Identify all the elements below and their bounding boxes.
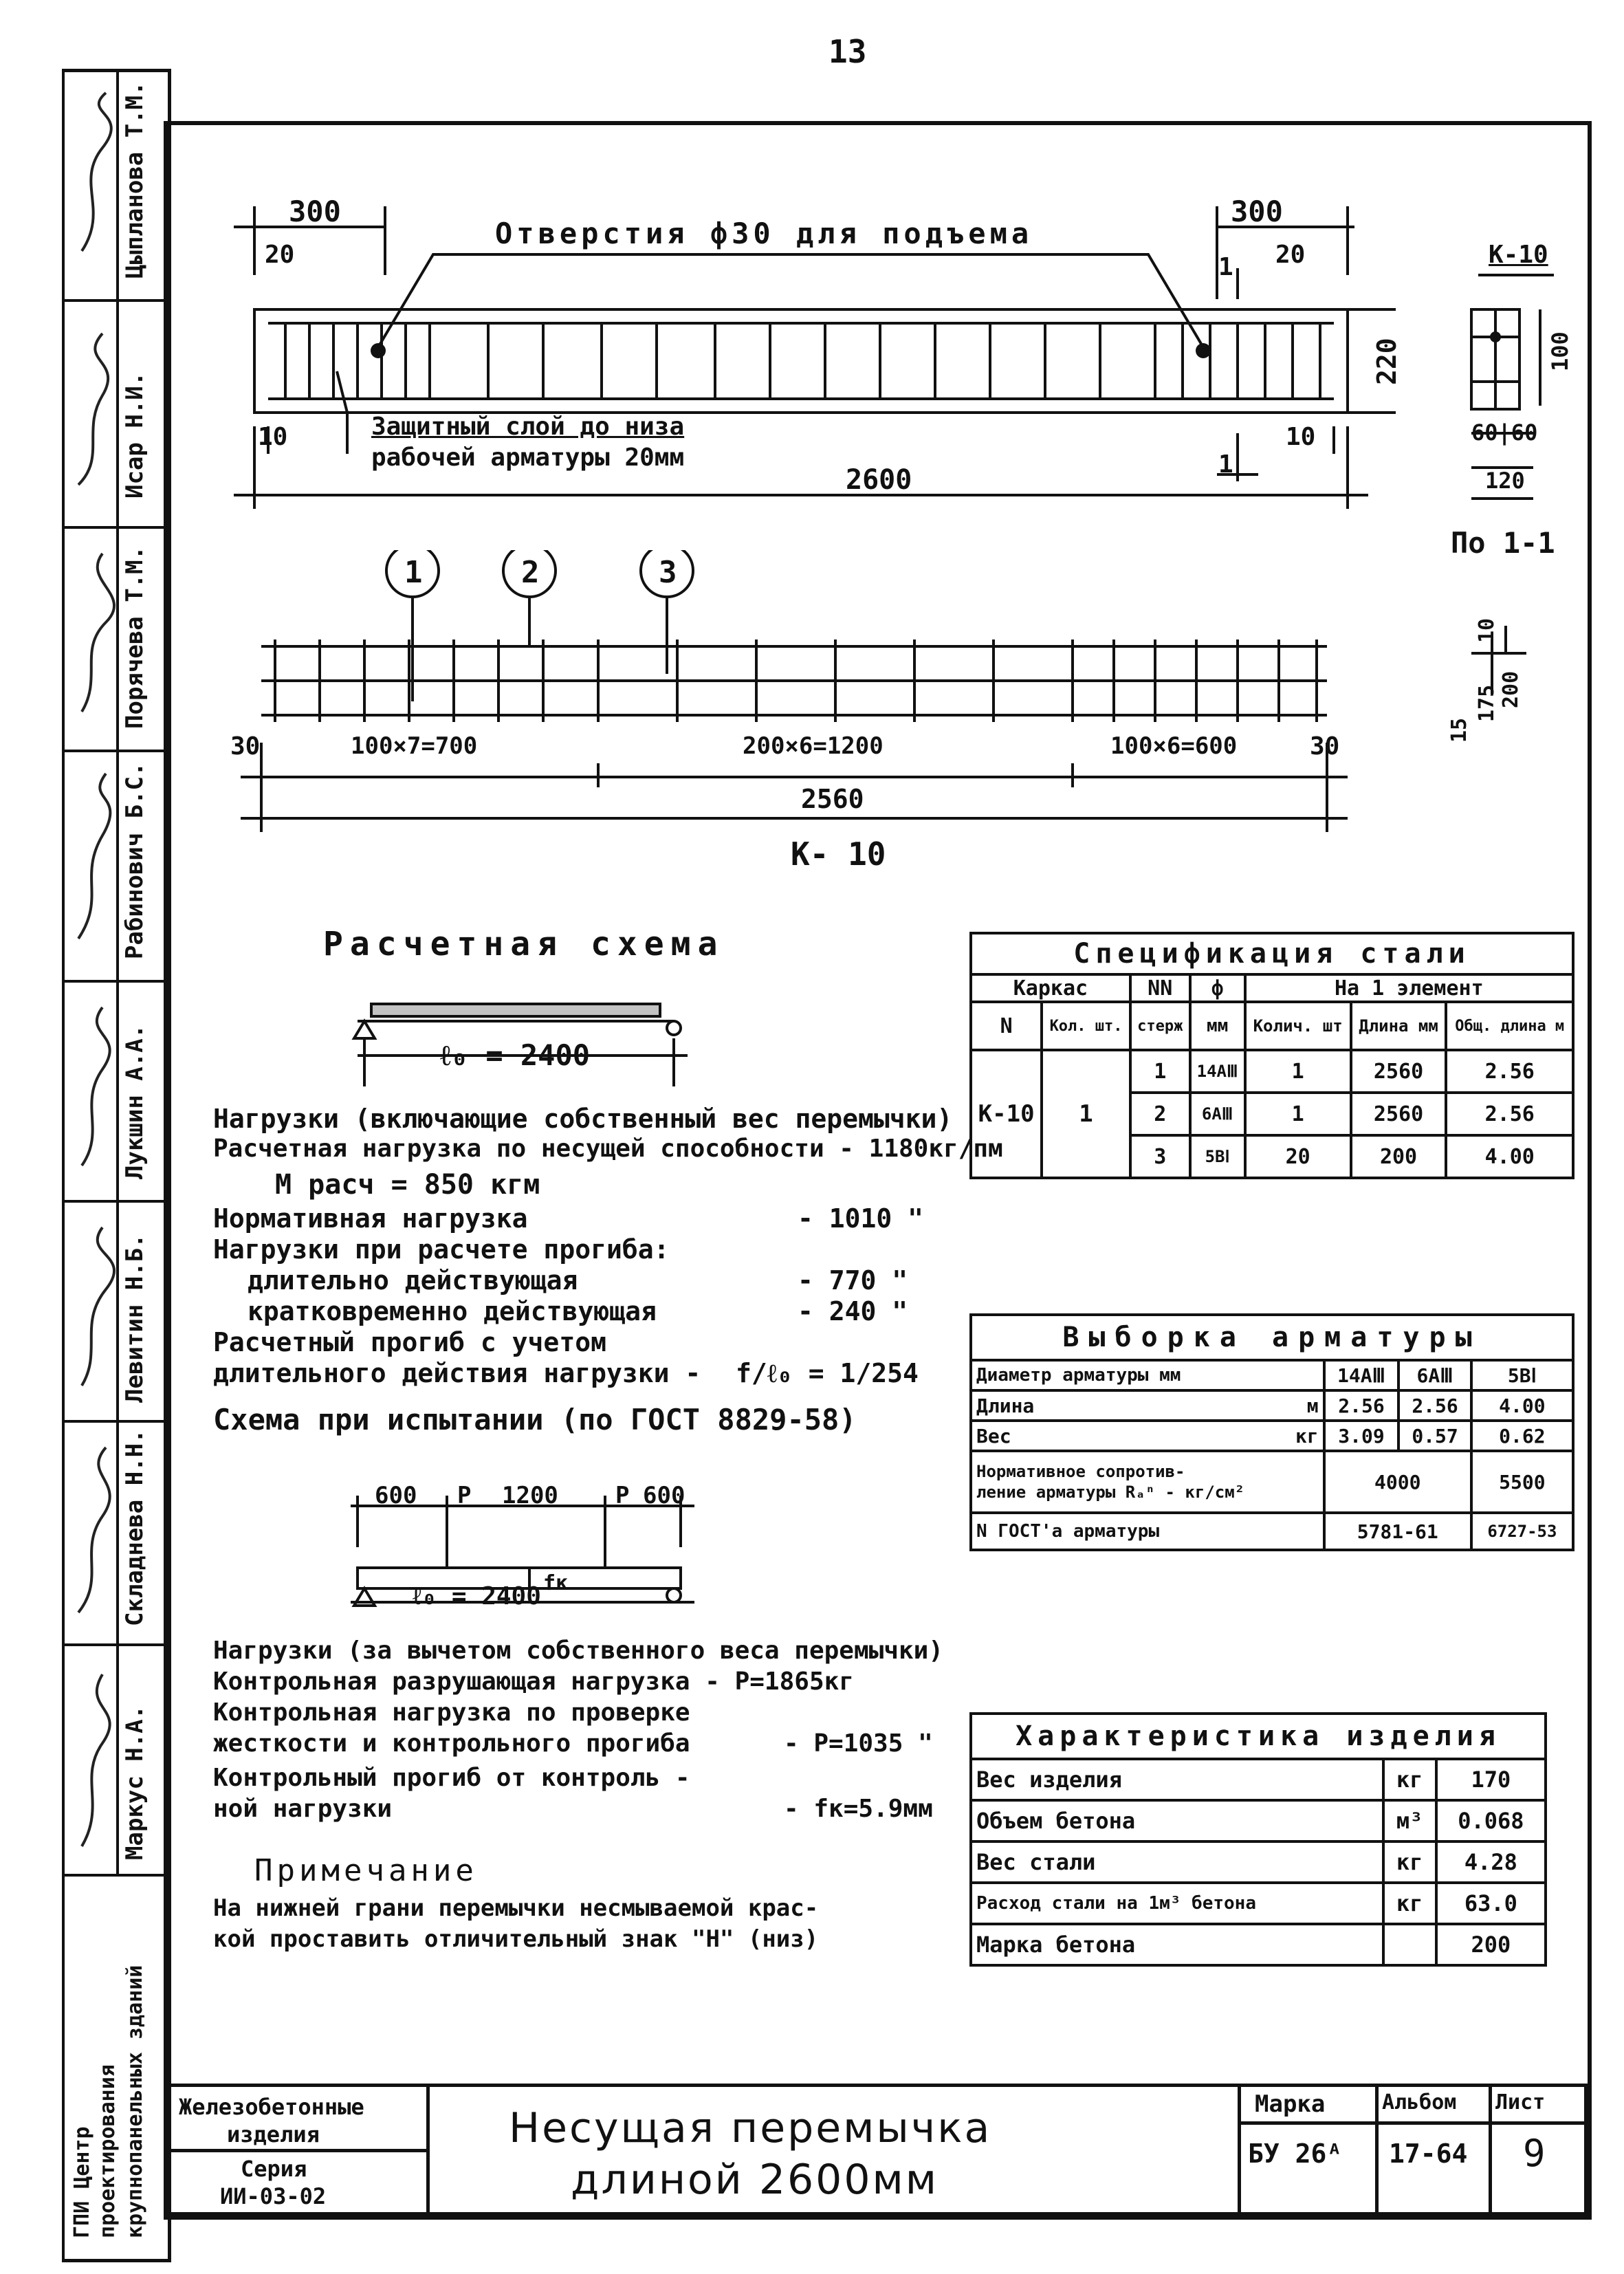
title-block-divider bbox=[164, 2149, 426, 2152]
spec-karkas: К-10 bbox=[971, 1050, 1042, 1178]
dim-text: 100×6=600 bbox=[1110, 732, 1238, 760]
spec-header: Кол. шт. bbox=[1042, 1002, 1130, 1050]
stamp-name: Цыпланова Т.М. bbox=[121, 81, 149, 278]
drawing-title: длиной 2600мм bbox=[571, 2156, 939, 2204]
cage-drawing bbox=[234, 550, 1361, 853]
title-block-divider bbox=[1375, 2084, 1379, 2216]
dim-text: 10 bbox=[258, 423, 288, 451]
rebar-cell: N ГОСТ'а арматуры bbox=[971, 1513, 1324, 1550]
calc-span: ℓ₀ = 2400 bbox=[440, 1038, 591, 1072]
spec-cell: 14АⅢ bbox=[1190, 1050, 1245, 1093]
title-block-divider bbox=[1238, 2121, 1588, 2125]
section-title: К-10 bbox=[1489, 241, 1548, 269]
callout-2: 2 bbox=[521, 555, 540, 590]
loads-line: длительного действия нагрузки - bbox=[213, 1358, 701, 1388]
loads-value: - 1010 " bbox=[798, 1203, 924, 1234]
test-loads-value: - fк=5.9мм bbox=[784, 1795, 933, 1823]
rebar-cell: 3.09 bbox=[1324, 1421, 1399, 1451]
loads-line: М расч = 850 кгм bbox=[275, 1169, 540, 1201]
rebar-cell: 5500 bbox=[1471, 1451, 1573, 1513]
spec-cell: 2 bbox=[1130, 1093, 1190, 1135]
signature-stamp bbox=[62, 69, 171, 2262]
stamp-org-line: проектирования bbox=[96, 2064, 120, 2238]
test-loads-value: - P=1035 " bbox=[784, 1729, 933, 1758]
rebar-title: Выборка арматуры bbox=[971, 1315, 1573, 1360]
holes-label: Отверстия ф30 для подъема bbox=[495, 217, 1033, 250]
loads-line: Нагрузки при расчете прогиба: bbox=[213, 1234, 670, 1265]
dim-text: 2560 bbox=[801, 784, 864, 814]
rebar-cell: 4000 bbox=[1324, 1451, 1471, 1513]
test-dim: 600 bbox=[375, 1482, 417, 1509]
rebar-cell: 14АⅢ bbox=[1324, 1360, 1399, 1390]
page-number: 13 bbox=[829, 33, 867, 70]
rebar-cell bbox=[971, 1451, 1324, 1513]
stamp-org-line: крупнопанельных зданий bbox=[123, 1965, 147, 2238]
cover-label: рабочей арматуры 20мм bbox=[371, 444, 685, 472]
stamp-name: Левитин Н.Б. bbox=[121, 1234, 149, 1403]
marka-header: Марка bbox=[1255, 2090, 1326, 2118]
stamp-name: Порячева Т.М. bbox=[121, 545, 149, 729]
callout-3: 3 bbox=[659, 555, 677, 590]
spec-cell: 20 bbox=[1245, 1135, 1351, 1178]
char-name: Марка бетона bbox=[971, 1924, 1383, 1965]
stamp-name: Складнева Н.Н. bbox=[121, 1429, 149, 1626]
test-span: ℓ₀ = 2400 bbox=[413, 1582, 541, 1610]
dim-text: 300 bbox=[1231, 195, 1283, 228]
loads-line: Нагрузки (включающие собственный вес перемычки) bbox=[213, 1104, 953, 1134]
cover-label: Защитный слой до низа bbox=[371, 413, 685, 441]
char-value: 0.068 bbox=[1436, 1800, 1546, 1841]
stamp-org-line: ГПИ Центр bbox=[70, 2126, 94, 2238]
dim-text: 15 bbox=[1447, 717, 1471, 743]
char-title: Характеристика изделия bbox=[971, 1714, 1546, 1759]
spec-header: Колич. шт bbox=[1245, 1002, 1351, 1050]
rebar-cell: 0.57 bbox=[1398, 1421, 1471, 1451]
album-value: 17-64 bbox=[1389, 2139, 1468, 2169]
series-line: Железобетонные bbox=[179, 2094, 364, 2120]
rebar-cell: Диаметр арматуры мм bbox=[971, 1360, 1324, 1390]
rebar-cell: кг bbox=[1209, 1421, 1324, 1451]
spec-header: ф bbox=[1190, 974, 1245, 1002]
dim-text: 60|60 bbox=[1471, 419, 1538, 446]
spec-cell: 2560 bbox=[1351, 1093, 1447, 1135]
spec-cell: 1 bbox=[1245, 1050, 1351, 1093]
beam-height: 220 bbox=[1372, 338, 1402, 385]
dim-text: 100 bbox=[1547, 331, 1573, 371]
spec-header: На 1 элемент bbox=[1245, 974, 1573, 1002]
series-line: Серия bbox=[241, 2156, 307, 2182]
drawing-title: Несущая перемычка bbox=[509, 2104, 992, 2152]
char-name: Расход стали на 1м³ бетона bbox=[971, 1883, 1383, 1924]
spec-header: Каркас bbox=[971, 974, 1130, 1002]
dim-text: 120 bbox=[1485, 468, 1525, 494]
rebar-cell: Длина bbox=[971, 1390, 1209, 1421]
dim-text: 200×6=1200 bbox=[743, 732, 884, 760]
section-caption: По 1-1 bbox=[1451, 526, 1555, 560]
rebar-selection-table bbox=[969, 1313, 1574, 1551]
loads-line: Расчетный прогиб с учетом bbox=[213, 1327, 606, 1357]
test-load-p: P bbox=[615, 1482, 630, 1509]
title-block-divider bbox=[1238, 2084, 1241, 2216]
rebar-cell: Вес bbox=[971, 1421, 1209, 1451]
spec-title: Спецификация стали bbox=[971, 933, 1573, 974]
rebar-cell-line: Нормативное сопротив- bbox=[976, 1462, 1185, 1481]
test-loads-line: ной нагрузки bbox=[213, 1795, 393, 1823]
char-name: Объем бетона bbox=[971, 1800, 1383, 1841]
loads-value: - 240 " bbox=[798, 1296, 908, 1326]
loads-line: длительно действующая bbox=[248, 1265, 578, 1295]
rebar-cell: 6727-53 bbox=[1471, 1513, 1573, 1550]
spec-header: N bbox=[971, 1002, 1042, 1050]
spec-header: Длина мм bbox=[1351, 1002, 1447, 1050]
spec-header: мм bbox=[1190, 1002, 1245, 1050]
product-characteristics-table bbox=[969, 1712, 1547, 1967]
spec-cell: 1 bbox=[1130, 1050, 1190, 1093]
loads-value: - 770 " bbox=[798, 1265, 908, 1295]
rebar-cell: м bbox=[1209, 1390, 1324, 1421]
steel-spec-table bbox=[969, 932, 1574, 1179]
test-loads-line: Контрольная разрушающая нагрузка - P=1865кг bbox=[213, 1668, 854, 1696]
dim-text: 200 bbox=[1499, 670, 1523, 708]
dim-text: 10 bbox=[1286, 423, 1316, 451]
title-block-divider bbox=[1489, 2084, 1492, 2216]
char-unit: м³ bbox=[1383, 1800, 1436, 1841]
note-line: кой проставить отличительный знак "Н" (низ) bbox=[213, 1925, 819, 1953]
test-dim: 600 bbox=[643, 1482, 685, 1509]
test-loads-line: жесткости и контрольного прогиба bbox=[213, 1729, 690, 1758]
cage-name: К- 10 bbox=[791, 835, 886, 873]
note-title: Примечание bbox=[254, 1853, 478, 1888]
stamp-name: Рабинович Б.С. bbox=[121, 762, 149, 959]
spec-cell: 3 bbox=[1130, 1135, 1190, 1178]
spec-cell: 200 bbox=[1351, 1135, 1447, 1178]
char-unit: кг bbox=[1383, 1841, 1436, 1883]
stamp-name: Исар Н.И. bbox=[121, 371, 149, 499]
series-line: изделия bbox=[227, 2121, 320, 2147]
dim-text: 30 bbox=[230, 732, 261, 761]
note-line: На нижней грани перемычки несмываемой крас- bbox=[213, 1894, 819, 1922]
test-loads-line: Контрольный прогиб от контроль - bbox=[213, 1764, 690, 1792]
stamp-name: Маркус Н.А. bbox=[121, 1705, 149, 1860]
stamp-name: Лукшин А.А. bbox=[121, 1024, 149, 1179]
loads-line: Расчетная нагрузка по несущей способности - 1180кг/пм bbox=[213, 1135, 1003, 1163]
rebar-cell: 4.00 bbox=[1471, 1390, 1573, 1421]
title-block-divider bbox=[426, 2084, 430, 2216]
loads-value: f/ℓ₀ = 1/254 bbox=[736, 1358, 919, 1388]
char-unit bbox=[1383, 1924, 1436, 1965]
beam-length: 2600 bbox=[846, 464, 912, 496]
test-load-p: P bbox=[457, 1482, 472, 1509]
dim-text: 175 bbox=[1475, 684, 1499, 722]
char-value: 200 bbox=[1436, 1924, 1546, 1965]
char-value: 63.0 bbox=[1436, 1883, 1546, 1924]
sheet-value: 9 bbox=[1523, 2132, 1546, 2175]
spec-header: стерж bbox=[1130, 1002, 1190, 1050]
test-loads-line: Нагрузки (за вычетом собственного веса перемычки) bbox=[213, 1637, 944, 1665]
dim-text: 30 bbox=[1310, 732, 1340, 761]
char-name: Вес стали bbox=[971, 1841, 1383, 1883]
spec-header: Общ. длина м bbox=[1446, 1002, 1573, 1050]
dim-text: 10 bbox=[1475, 617, 1499, 643]
spec-header: NN bbox=[1130, 974, 1190, 1002]
album-header: Альбом bbox=[1382, 2090, 1457, 2114]
test-loads-line: Контрольная нагрузка по проверке bbox=[213, 1698, 690, 1727]
spec-cell: 2.56 bbox=[1446, 1093, 1573, 1135]
rebar-cell: 2.56 bbox=[1324, 1390, 1399, 1421]
test-fk: fк bbox=[543, 1571, 569, 1595]
section-mark: 1 bbox=[1218, 450, 1233, 479]
rebar-cell: 2.56 bbox=[1398, 1390, 1471, 1421]
rebar-cell: 6АⅢ bbox=[1398, 1360, 1471, 1390]
char-value: 4.28 bbox=[1436, 1841, 1546, 1883]
spec-cell: 6АⅢ bbox=[1190, 1093, 1245, 1135]
loads-line: Нормативная нагрузка bbox=[213, 1203, 528, 1234]
loads-line: кратковременно действующая bbox=[248, 1296, 657, 1326]
char-unit: кг bbox=[1383, 1883, 1436, 1924]
char-unit: кг bbox=[1383, 1759, 1436, 1800]
dim-text: 300 bbox=[289, 195, 341, 228]
signature-scribbles bbox=[68, 72, 116, 1874]
char-value: 170 bbox=[1436, 1759, 1546, 1800]
series-line: ИИ-03-02 bbox=[220, 2183, 327, 2209]
section-mark: 1 bbox=[1218, 253, 1233, 281]
callout-1: 1 bbox=[404, 555, 423, 590]
dim-text: 100×7=700 bbox=[351, 732, 478, 760]
spec-cell: 1 bbox=[1245, 1093, 1351, 1135]
dim-text: 20 bbox=[265, 241, 295, 269]
spec-cell: 2560 bbox=[1351, 1050, 1447, 1093]
rebar-cell-line: ление арматуры Rₐⁿ - кг/см² bbox=[976, 1483, 1245, 1502]
test-dim: 1200 bbox=[502, 1482, 558, 1509]
rebar-cell: 0.62 bbox=[1471, 1421, 1573, 1451]
char-name: Вес изделия bbox=[971, 1759, 1383, 1800]
test-scheme-title: Схема при испытании (по ГОСТ 8829-58) bbox=[213, 1403, 857, 1436]
dim-text: 20 bbox=[1275, 241, 1306, 269]
sheet-header: Лист bbox=[1495, 2090, 1546, 2114]
calc-scheme-title: Расчетная схема bbox=[323, 925, 725, 963]
rebar-cell: 5ВⅠ bbox=[1471, 1360, 1573, 1390]
rebar-cell: 5781-61 bbox=[1324, 1513, 1471, 1550]
marka-value: БУ 26ᴬ bbox=[1248, 2139, 1343, 2169]
spec-kol: 1 bbox=[1042, 1050, 1130, 1178]
spec-cell: 5ВⅠ bbox=[1190, 1135, 1245, 1178]
spec-cell: 4.00 bbox=[1446, 1135, 1573, 1178]
spec-cell: 2.56 bbox=[1446, 1050, 1573, 1093]
